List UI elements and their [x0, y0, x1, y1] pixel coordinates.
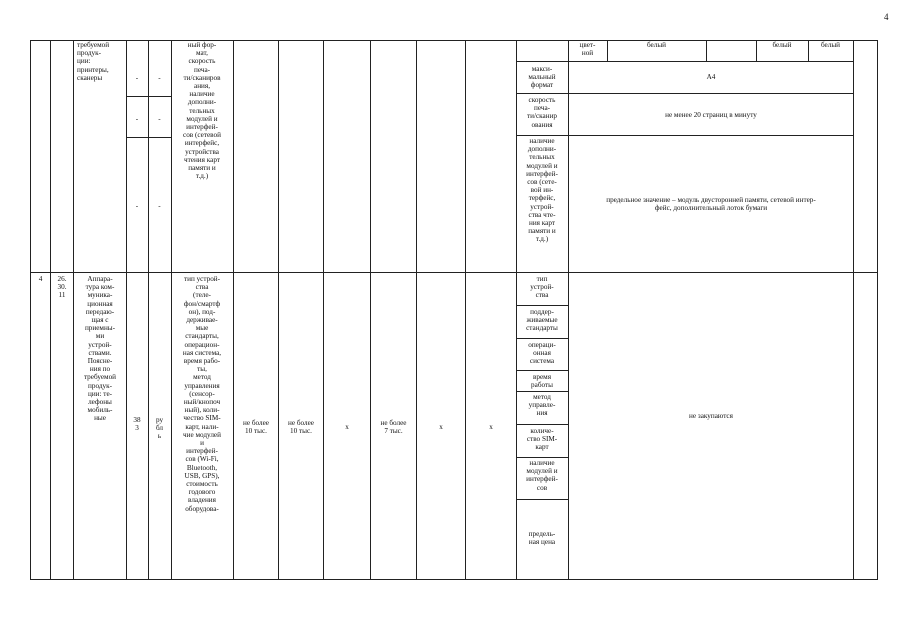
rule	[516, 93, 854, 94]
speed-label: скорость печа- ти/сканир ования	[526, 96, 558, 129]
rule	[516, 370, 568, 371]
modules-label: наличие дополни- тельных модулей и интерфей- сов (сете- вой ин- терфейс, устрой- ства чте- ния карт памяти и т.д.)	[526, 137, 558, 244]
sub-label: время работы	[531, 373, 553, 390]
value-cell: не более 7 тыс.	[380, 419, 407, 436]
product-name-cell: требуемой продук- ции: принтеры, сканеры	[77, 41, 110, 82]
dash-cell: -	[158, 115, 161, 123]
rule	[853, 40, 854, 580]
rule	[516, 338, 568, 339]
value-cell: х	[489, 423, 493, 431]
rule	[233, 40, 234, 580]
okpd-code: 26. 30. 11	[57, 275, 67, 300]
rule	[30, 40, 877, 41]
okei-code: 38 3	[133, 416, 141, 433]
page-number: 4	[884, 12, 889, 22]
dash-cell: -	[135, 115, 139, 123]
characteristics-cell: тип устрой- ства (теле- фон/смартф он), под- держивае- мые стандарты, операцион- ная система, время рабо- ты, метод управления (сенсор- ный/кнопоч ный), коли- чество SIM- карт, нали- чие модулей и интерфей- сов (Wi-Fi, Bluetooth, USB, GPS), стоимость годового владения оборудова-	[182, 275, 222, 513]
rule	[126, 96, 172, 97]
rule	[516, 424, 568, 425]
rule	[30, 579, 877, 580]
dash-cell: -	[158, 202, 161, 210]
sub-label: количе- ство SIM- карт	[526, 427, 558, 452]
rule	[568, 40, 569, 580]
sub-label: поддер- живаемые стандарты	[526, 308, 558, 333]
sub-label: предель- ная цена	[528, 530, 556, 547]
row-number: 4	[38, 275, 43, 283]
color-label: цвет- ной	[579, 41, 596, 58]
product-name-cell: Аппара- тура ком- муника- ционная передаю- щая с приемны- ми устрой- ствами. Поясне- ния по требуемой продук- ции: те- лефоны мобиль- ные	[83, 275, 117, 423]
format-label: макси- мальный формат	[528, 65, 556, 90]
value-cell: не более 10 тыс.	[288, 419, 314, 436]
sub-label: тип устрой- ства	[530, 275, 554, 300]
rule	[416, 40, 417, 580]
sub-label: наличие модулей и интерфей- сов	[526, 459, 558, 492]
rule	[516, 305, 568, 306]
unit-name: ру бл ь	[155, 416, 164, 441]
rule	[877, 40, 878, 580]
rule	[516, 135, 854, 136]
rule	[516, 61, 854, 62]
value-cell: х	[345, 423, 349, 431]
dash-cell: -	[135, 202, 139, 210]
dash-cell: -	[158, 74, 161, 82]
rule	[516, 457, 568, 458]
rule	[516, 391, 568, 392]
rule	[370, 40, 371, 580]
rule	[323, 40, 324, 580]
rule	[516, 499, 568, 500]
color-value: белый	[772, 41, 792, 49]
color-value: белый	[646, 41, 666, 49]
rule	[50, 40, 51, 580]
rule	[30, 40, 31, 580]
procurement-status: не закупаются	[689, 412, 733, 420]
rule	[30, 272, 877, 273]
rule	[465, 40, 466, 580]
sub-label: метод управле- ния	[528, 393, 556, 418]
rule	[706, 40, 707, 62]
dash-cell: -	[135, 74, 139, 82]
rule	[278, 40, 279, 580]
rule	[126, 137, 172, 138]
speed-value: не менее 20 страниц в минуту	[665, 111, 757, 119]
format-value: А4	[706, 73, 716, 81]
characteristics-cell: ный фор- мат, скорость печа- ти/сканиров ания, наличие дополни- тельных модулей и интерфей- сов (сетевой интерфейс, устройства чтения карт памяти и т.д.)	[183, 41, 221, 181]
color-value: белый	[820, 41, 840, 49]
value-cell: х	[439, 423, 443, 431]
modules-value: предельное значение – модуль двусторонней памяти, сетевой интер- фейс, дополнительный лоток бумаги	[606, 196, 816, 213]
sub-label: операци- онная система	[528, 341, 556, 366]
value-cell: не более 10 тыс.	[243, 419, 269, 436]
